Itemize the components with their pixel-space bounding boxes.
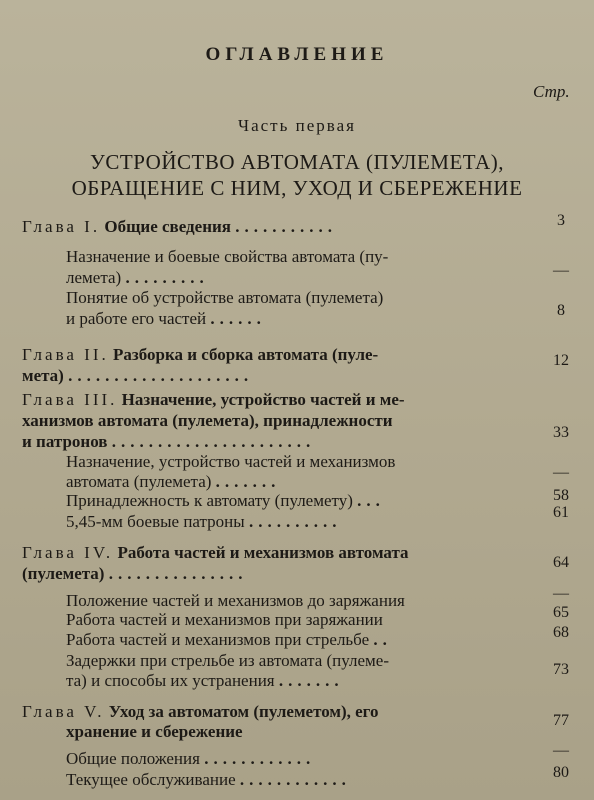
- toc-entry-section-line1[interactable]: Назначение, устройство частей и механизмов: [66, 452, 396, 471]
- page-column-label: Стр.: [533, 82, 570, 101]
- toc-entry-chapter-2[interactable]: [22, 345, 378, 365]
- section-text: Общие положения: [66, 749, 200, 768]
- toc-entry-section-line2[interactable]: [66, 309, 266, 329]
- toc-entry-section[interactable]: Положение частей и механизмов до заряжания: [66, 591, 405, 610]
- page-number: 80: [553, 764, 569, 781]
- chapter-prefix: Глава III.: [22, 390, 118, 409]
- page-number: —: [553, 742, 569, 759]
- page-number: 61: [553, 504, 569, 521]
- leader-dots: .......: [215, 472, 281, 491]
- leader-dots: ...: [357, 491, 385, 510]
- leader-dots: ............: [204, 749, 316, 768]
- toc-entry-section[interactable]: [66, 512, 341, 532]
- section-text: лемета): [66, 268, 122, 287]
- toc-entry-chapter-3[interactable]: [22, 390, 405, 410]
- chapter-title: (пулемета): [22, 564, 105, 583]
- chapter-prefix: Глава V.: [22, 702, 105, 721]
- section-text: 5,45-мм боевые патроны: [66, 512, 245, 531]
- page-number: 64: [553, 554, 569, 571]
- leader-dots: .........: [125, 268, 209, 287]
- chapter-title: Разборка и сборка автомата (пуле-: [113, 345, 379, 364]
- toc-entry-chapter-3-line2[interactable]: ханизмов автомата (пулемета), принадлежности: [22, 411, 393, 430]
- page-number: 33: [553, 424, 569, 441]
- page-number: 12: [553, 352, 569, 369]
- part-title-line1: УСТРОЙСТВО АВТОМАТА (ПУЛЕМЕТА),: [90, 150, 504, 174]
- section-text: Принадлежность к автомату (пулемету): [66, 491, 353, 510]
- section-text: Текущее обслуживание: [66, 770, 236, 789]
- toc-entry-section-line2[interactable]: [66, 268, 209, 288]
- toc-title: ОГЛАВЛЕНИЕ: [205, 44, 389, 65]
- leader-dots: .......: [278, 671, 344, 690]
- leader-dots: ......: [210, 309, 266, 328]
- toc-entry-chapter-1[interactable]: [22, 217, 337, 237]
- page-number: 68: [553, 624, 569, 641]
- toc-entry-chapter-3-line3[interactable]: [22, 432, 315, 452]
- chapter-title: мета): [22, 366, 64, 385]
- leader-dots: ...........: [235, 217, 337, 236]
- leader-dots: ............: [239, 770, 351, 789]
- toc-entry-section[interactable]: [66, 770, 351, 790]
- toc-entry-chapter-4-line2[interactable]: [22, 564, 247, 584]
- page-number: —: [553, 585, 569, 602]
- toc-entry-section-line1[interactable]: Понятие об устройстве автомата (пулемета): [66, 288, 384, 307]
- toc-entry-chapter-5-line2[interactable]: хранение и сбережение: [66, 722, 243, 741]
- page-number: —: [553, 464, 569, 481]
- toc-entry-section[interactable]: Работа частей и механизмов при заряжании: [66, 610, 383, 629]
- page-number: 77: [553, 712, 569, 729]
- page-number: —: [553, 262, 569, 279]
- section-text: и работе его частей: [66, 309, 207, 328]
- leader-dots: ......................: [111, 432, 316, 451]
- leader-dots: ...............: [108, 564, 248, 583]
- toc-entry-chapter-4[interactable]: [22, 543, 409, 563]
- page-number: 73: [553, 661, 569, 678]
- leader-dots: ..: [373, 630, 392, 649]
- chapter-title: Уход за автоматом (пулеметом), его: [108, 702, 379, 721]
- section-text: та) и способы их устранения: [66, 671, 275, 690]
- part-title-line2: ОБРАЩЕНИЕ С НИМ, УХОД И СБЕРЕЖЕНИЕ: [71, 176, 523, 200]
- page-number: 58: [553, 487, 569, 504]
- chapter-title: и патронов: [22, 432, 108, 451]
- chapter-prefix: Глава I.: [22, 217, 101, 236]
- toc-entry-section-line2[interactable]: [66, 472, 280, 492]
- toc-entry-section-line1[interactable]: Задержки при стрельбе из автомата (пулеме-: [66, 651, 390, 670]
- toc-entry-chapter-5[interactable]: [22, 702, 378, 722]
- toc-entry-section[interactable]: [66, 491, 385, 511]
- toc-entry-section-line2[interactable]: [66, 671, 344, 691]
- page-number: 8: [557, 302, 565, 319]
- leader-dots: ....................: [68, 366, 254, 385]
- chapter-prefix: Глава IV.: [22, 543, 114, 562]
- page-number: 65: [553, 604, 569, 621]
- toc-entry-section[interactable]: [66, 630, 392, 650]
- part-label: Часть первая: [238, 116, 356, 135]
- leader-dots: ..........: [248, 512, 342, 531]
- toc-entry-section-line1[interactable]: Назначение и боевые свойства автомата (пу-: [66, 247, 389, 266]
- chapter-title: Назначение, устройство частей и ме-: [121, 390, 405, 409]
- page-number: 3: [557, 212, 565, 229]
- chapter-prefix: Глава II.: [22, 345, 109, 364]
- chapter-title: Работа частей и механизмов автомата: [117, 543, 409, 562]
- chapter-title: Общие сведения: [104, 217, 231, 236]
- section-text: автомата (пулемета): [66, 472, 212, 491]
- toc-entry-section[interactable]: [66, 749, 315, 769]
- toc-entry-chapter-2-line2[interactable]: [22, 366, 253, 386]
- section-text: Работа частей и механизмов при стрельбе: [66, 630, 370, 649]
